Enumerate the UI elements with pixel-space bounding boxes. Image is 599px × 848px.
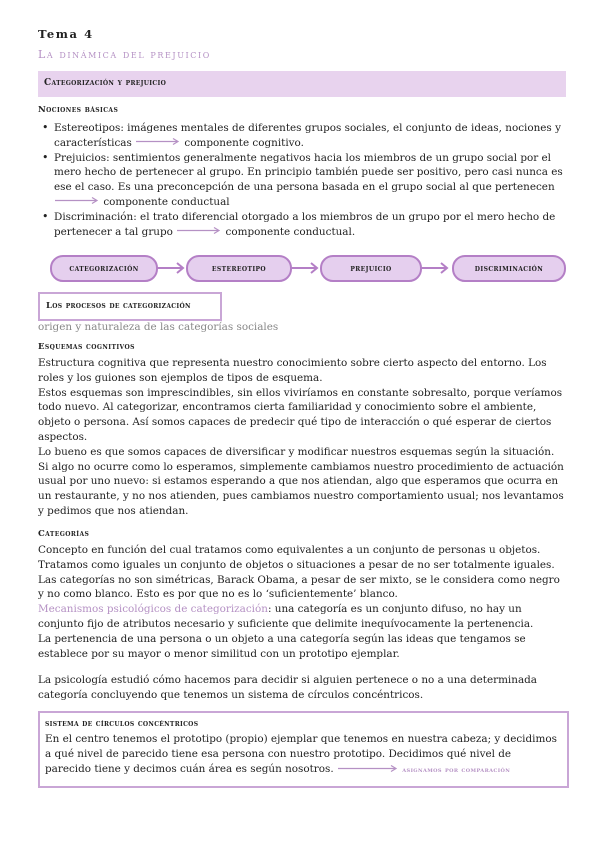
paragraph: Concepto en función del cual tratamos como equivalentes a un conjunto de personas u objetos.	[38, 544, 541, 556]
nociones-heading: Nociones básicas	[38, 105, 119, 115]
circulos-text	[45, 732, 560, 777]
paragraph: Estructura cognitiva que representa nuestro conocimiento sobre cierto aspecto del entorno. Los roles y los guiones son ejemplos de tipos de esquema.	[38, 357, 547, 384]
page-subtitle: La dinámica del prejuicio	[38, 48, 211, 61]
flow-arrow-icon	[420, 261, 450, 275]
item-tail: componente conductual	[103, 195, 230, 208]
list-item	[38, 151, 568, 210]
procesos-heading: Los procesos de categorización	[46, 301, 191, 311]
section-title: Categorización y prejuicio	[44, 78, 167, 88]
paragraph: Las categorías no son simétricas, Barack Obama, a pesar de ser mixto, se le considera como negro y no como blanco. Esto es por que no es lo ‘suficientemente’ blanco.	[38, 573, 560, 601]
circulos-heading: sistema de círculos concéntricos	[45, 719, 199, 729]
arrow-icon	[135, 137, 181, 146]
tema-title: Tema 4	[38, 27, 94, 41]
arrow-icon	[54, 196, 100, 205]
flow-step-discriminacion: discriminación	[452, 255, 566, 282]
asignamos-tag: asignamos por comparación	[402, 765, 511, 774]
item-tail: componente cognitivo.	[184, 136, 304, 149]
mecanismos-rest: : una categoría es un conjunto difuso, no hay un conjunto fijo de atributos necesario y suficiente que delimite inequívocamente la pertenencia.	[38, 603, 534, 630]
esquemas-heading: Esquemas cognitivos	[38, 342, 135, 352]
paragraph: Estos esquemas son imprescindibles, sin ellos viviríamos en constante sobresalto, porque veríamos todo nuevo. Al categorizar, encontramos cierta familiaridad y conocimiento sobre el ambiente, objeto o persona. Así somos capaces de predecir qué tipo de interacción o qué esperar de ciertos aspectos.	[38, 386, 563, 443]
nociones-list	[38, 121, 568, 239]
list-item	[38, 121, 568, 151]
circulos-box	[38, 711, 569, 788]
flow-step-estereotipo: estereotipo	[186, 255, 292, 282]
arrow-icon	[176, 226, 222, 235]
flow-arrow-icon	[290, 261, 320, 275]
paragraph: La pertenencia de una persona o un objeto a una categoría según las ideas que tengamos se establece por su mayor o menor similitud con un prototipo ejemplar.	[38, 632, 526, 660]
section-bar	[38, 71, 566, 97]
categorias-text	[38, 543, 568, 661]
item-lead: Prejuicios: sentimientos generalmente negativos hacia los miembros de un grupo social por el mero hecho de pertenecer al grupo. En principio también puede ser positivo, pero casi nunca es ese el caso. Es una preconcepción de una persona basada en el grupo social al que pertenecen	[54, 151, 563, 194]
flow-arrow-icon	[156, 261, 186, 275]
procesos-heading-box	[38, 292, 222, 321]
flow-diagram	[50, 255, 566, 281]
arrow-icon	[337, 764, 399, 773]
flow-step-categorizacion: categorización	[50, 255, 158, 282]
mecanismos-link-text: Mecanismos psicológicos de categorización	[38, 603, 268, 616]
list-item	[38, 210, 568, 240]
categorias-conclusion	[38, 673, 568, 703]
paragraph: Tratamos como iguales un conjunto de objetos o situaciones a pesar de no ser totalmente iguales.	[38, 558, 555, 571]
procesos-origin: origen y naturaleza de las categorías sociales	[38, 321, 279, 333]
paragraph: Lo bueno es que somos capaces de diversificar y modificar nuestros esquemas según la situación. Si algo no ocurre como lo esperamos, simplemente cambiamos nuestro procedimiento de actuación usual por uno nuevo: si estamos esperando a que nos atiendan, algo que esperamos que ocurra en un restaurante, y no nos atienden, pues cambiamos nuestro comportamiento usual; nos levantamos y pedimos que nos atiendan.	[38, 445, 564, 517]
item-lead: Estereotipos: imágenes mentales de diferentes grupos sociales, el conjunto de ideas, nociones y características	[54, 122, 561, 149]
paragraph	[38, 602, 568, 632]
paragraph: La psicología estudió cómo hacemos para decidir si alguien pertenece o no a una determinada categoría concluyendo que tenemos un sistema de círculos concéntricos.	[38, 674, 537, 701]
esquemas-text	[38, 356, 568, 519]
flow-step-prejuicio: prejuicio	[320, 255, 422, 282]
categorias-heading: Categorías	[38, 529, 90, 539]
circulos-body: En el centro tenemos el prototipo (propio) ejemplar que tenemos en nuestra cabeza; y decidimos a qué nivel de parecido tiene esa persona con nuestro prototipo. Decidimos qué nivel de parecido tiene y decimos cuán área es según nosotros.	[45, 733, 557, 775]
item-lead: Discriminación: el trato diferencial otorgado a los miembros de un grupo por el mero hecho de pertenecer a tal grupo	[54, 210, 556, 238]
item-tail: componente conductual.	[225, 225, 356, 238]
